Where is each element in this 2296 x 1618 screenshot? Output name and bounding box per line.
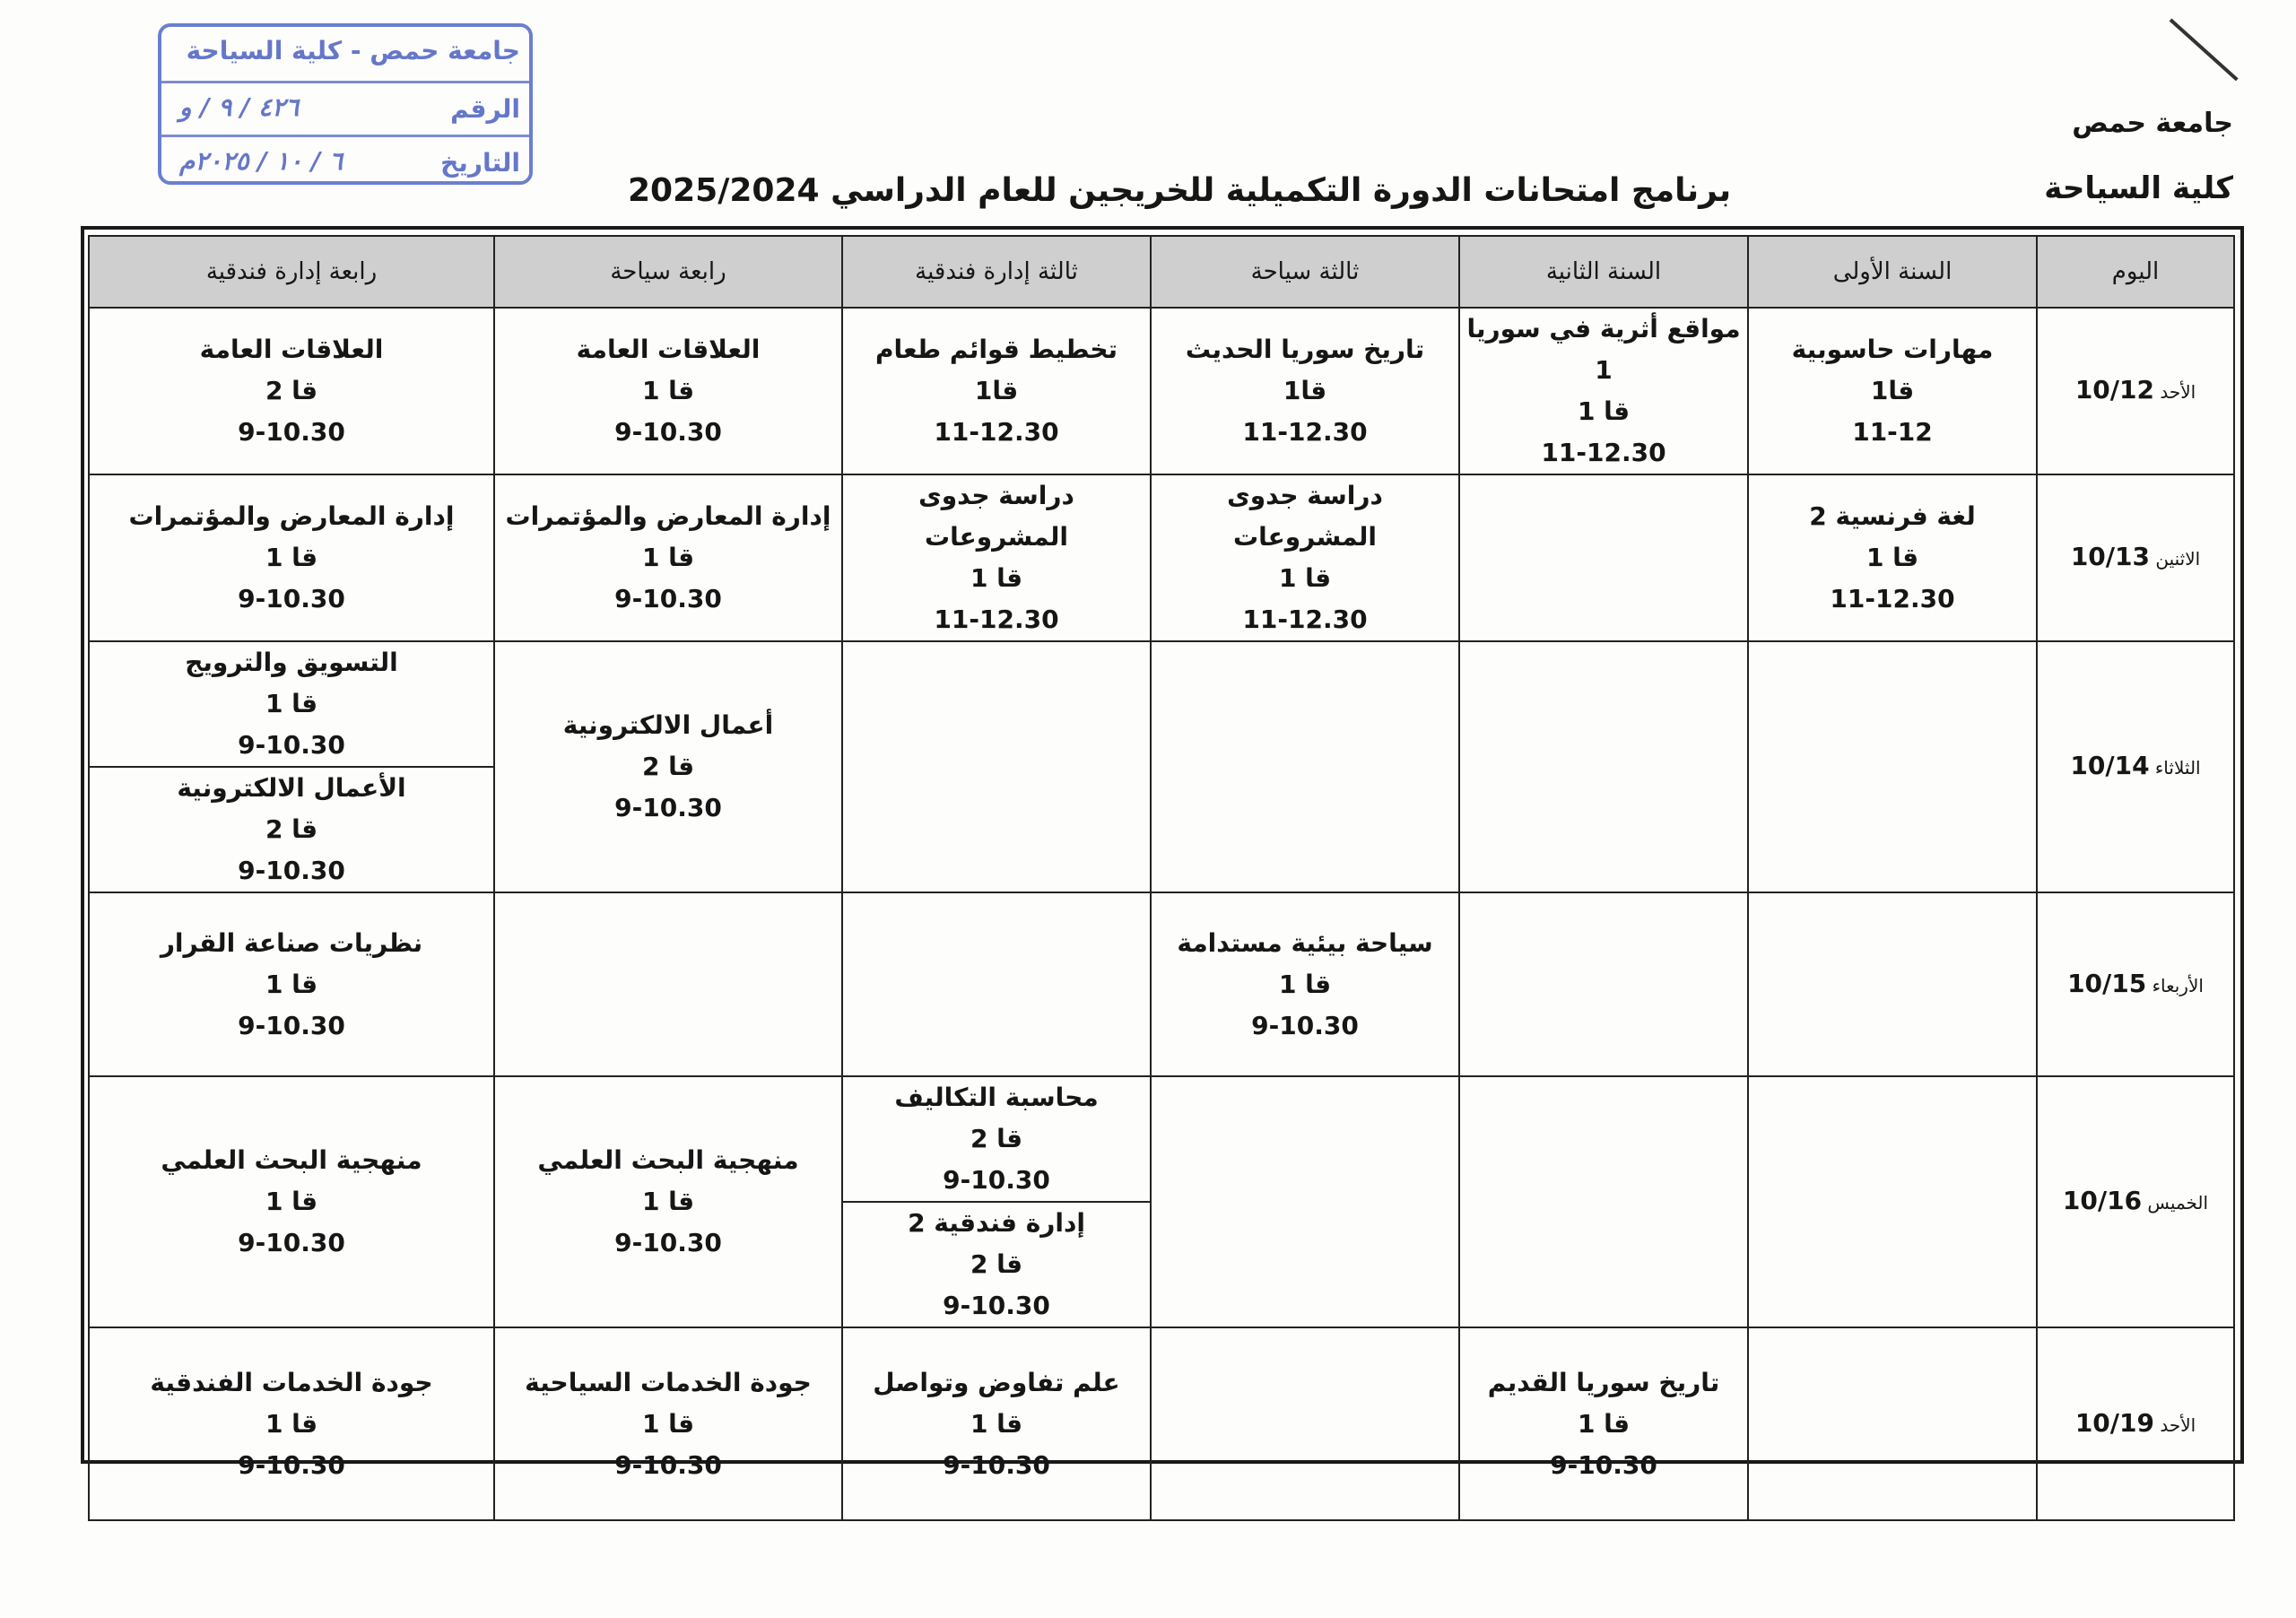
exam-cell bbox=[1459, 892, 1748, 1076]
stamp-institution: جامعة حمص - كلية السياحة bbox=[186, 36, 520, 65]
exam-hall: قا 2 bbox=[265, 376, 318, 405]
exam-cell bbox=[1459, 308, 1748, 474]
exam-hall: قا1 bbox=[974, 376, 1019, 405]
exam-cell bbox=[1151, 892, 1459, 1076]
exam-time: 9-10.30 bbox=[238, 856, 345, 885]
exam-entry bbox=[1460, 309, 1747, 474]
exam-hall: قا1 bbox=[1870, 376, 1915, 405]
day-date: 10/14 bbox=[2070, 751, 2150, 780]
column-header: السنة الأولى bbox=[1748, 236, 2037, 308]
exam-hall: قا 1 bbox=[1577, 1408, 1631, 1439]
exam-time: 9-10.30 bbox=[614, 584, 722, 613]
exam-cell bbox=[1151, 308, 1459, 474]
exam-cell bbox=[89, 1327, 494, 1520]
exam-cell bbox=[494, 641, 842, 892]
exam-subject: التسويق والترويج bbox=[185, 648, 398, 677]
exam-hall: قا 1 bbox=[641, 1187, 695, 1216]
exam-hall: قا 1 bbox=[970, 563, 1023, 593]
exam-hall: قا 1 bbox=[265, 689, 318, 718]
exam-hall: قا 1 bbox=[1278, 969, 1332, 999]
exam-entry bbox=[1749, 329, 2036, 453]
exam-entry bbox=[90, 1140, 493, 1264]
exam-cell bbox=[494, 308, 842, 474]
exam-entry bbox=[495, 1140, 841, 1264]
exam-cell bbox=[842, 1076, 1151, 1327]
exam-subject: العلاقات العامة bbox=[576, 335, 761, 364]
exam-time: 9-10.30 bbox=[943, 1291, 1050, 1320]
exam-time: 11-12.30 bbox=[1242, 605, 1368, 634]
exam-hall: قا 1 bbox=[1278, 563, 1332, 593]
exam-hall: قا 1 bbox=[265, 1408, 318, 1439]
table-row bbox=[89, 1327, 2234, 1520]
stamp-date-value: ٦ / ١٠ / ٢٠٢٥م bbox=[179, 146, 344, 176]
exam-entry bbox=[1152, 329, 1458, 453]
exam-cell bbox=[842, 474, 1151, 641]
faculty-name: كلية السياحة bbox=[2044, 170, 2233, 206]
exam-cell bbox=[89, 641, 494, 892]
exam-hall: قا 2 bbox=[641, 752, 695, 781]
exam-hall: قا 1 bbox=[265, 543, 318, 572]
exam-entry bbox=[843, 1077, 1150, 1201]
exam-cell bbox=[842, 892, 1151, 1076]
day-name: الاثنين bbox=[2155, 548, 2201, 570]
exam-cell bbox=[1748, 474, 2037, 641]
exam-cell bbox=[1459, 1327, 1748, 1520]
stamp-date-label: التاريخ bbox=[440, 148, 520, 178]
exam-time: 9-10.30 bbox=[614, 793, 722, 822]
exam-entry bbox=[843, 475, 1150, 640]
exam-entry bbox=[90, 923, 493, 1047]
exam-subject: علم تفاوض وتواصل bbox=[873, 1367, 1120, 1397]
exam-time: 9-10.30 bbox=[238, 1010, 345, 1040]
column-header: السنة الثانية bbox=[1459, 236, 1748, 308]
exam-entry bbox=[1749, 496, 2036, 620]
exam-cell bbox=[1151, 1076, 1459, 1327]
exam-cell bbox=[1459, 1076, 1748, 1327]
exam-hall: قا 1 bbox=[265, 1187, 318, 1216]
exam-entry bbox=[495, 329, 841, 453]
exam-subject: مهارات حاسوبية bbox=[1791, 335, 1994, 364]
exam-hall: قا 1 bbox=[641, 1408, 695, 1439]
exam-cell bbox=[1748, 892, 2037, 1076]
exam-subject: إدارة فندقية 2 bbox=[908, 1208, 1085, 1238]
exam-entry bbox=[843, 329, 1150, 453]
exam-cell bbox=[494, 892, 842, 1076]
table-row bbox=[89, 1076, 2234, 1327]
exam-cell bbox=[1459, 474, 1748, 641]
exam-entry bbox=[843, 1201, 1150, 1327]
day-name: الأحد bbox=[2160, 381, 2196, 403]
exam-cell bbox=[842, 308, 1151, 474]
exam-time: 9-10.30 bbox=[1251, 1010, 1359, 1040]
exam-entry bbox=[495, 1362, 841, 1486]
exam-subject: دراسة جدوى المشروعات bbox=[1227, 481, 1383, 552]
exam-time: 9-10.30 bbox=[614, 1449, 722, 1480]
day-date: 10/16 bbox=[2062, 1186, 2143, 1215]
exam-hall: قا 2 bbox=[265, 814, 318, 844]
exam-subject: تاريخ سوريا الحديث bbox=[1185, 335, 1425, 364]
exam-time: 9-10.30 bbox=[943, 1165, 1050, 1195]
stamp-number-value: ٤٢٦ / ٩ / و bbox=[179, 92, 300, 122]
exam-time: 9-10.30 bbox=[238, 1228, 345, 1257]
exam-subject: تخطيط قوائم طعام bbox=[874, 335, 1118, 364]
exam-entry bbox=[90, 1362, 493, 1486]
day-cell bbox=[2037, 1076, 2234, 1327]
day-cell bbox=[2037, 641, 2234, 892]
exam-subject: العلاقات العامة bbox=[199, 335, 384, 364]
exam-cell bbox=[89, 892, 494, 1076]
exam-subject: دراسة جدوى المشروعات bbox=[918, 481, 1074, 552]
exam-entry bbox=[1152, 923, 1458, 1047]
exam-cell bbox=[842, 1327, 1151, 1520]
day-date: 10/13 bbox=[2070, 542, 2150, 571]
exam-subject: نظريات صناعة القرار bbox=[160, 927, 423, 958]
exam-subject: منهجية البحث العلمي bbox=[161, 1145, 422, 1175]
exam-cell bbox=[494, 474, 842, 641]
exam-schedule-table bbox=[81, 226, 2244, 1480]
column-header: رابعة سياحة bbox=[494, 236, 842, 308]
exam-time: 11-12.30 bbox=[934, 417, 1059, 447]
exam-cell bbox=[1748, 641, 2037, 892]
exam-cell bbox=[1459, 641, 1748, 892]
table-row bbox=[89, 308, 2234, 474]
day-name: الأربعاء bbox=[2152, 974, 2204, 996]
exam-time: 9-10.30 bbox=[614, 1228, 722, 1257]
exam-time: 11-12.30 bbox=[1242, 417, 1368, 447]
exam-cell bbox=[1151, 474, 1459, 641]
exam-time: 11-12 bbox=[1852, 417, 1933, 447]
exam-cell bbox=[89, 1076, 494, 1327]
day-name: الأحد bbox=[2160, 1414, 2196, 1436]
day-date: 10/19 bbox=[2074, 1407, 2154, 1438]
exam-entry bbox=[495, 496, 841, 620]
table-row bbox=[89, 892, 2234, 1076]
column-header: اليوم bbox=[2037, 236, 2234, 308]
exam-hall: قا 2 bbox=[970, 1124, 1023, 1153]
exam-cell bbox=[89, 308, 494, 474]
exam-subject: جودة الخدمات السياحية bbox=[525, 1367, 812, 1397]
exam-time: 9-10.30 bbox=[238, 1449, 345, 1480]
day-cell bbox=[2037, 892, 2234, 1076]
exam-hall: قا 2 bbox=[970, 1249, 1023, 1279]
exam-entry bbox=[1460, 1362, 1747, 1486]
exam-subject: منهجية البحث العلمي bbox=[537, 1145, 799, 1175]
day-date: 10/12 bbox=[2074, 375, 2154, 404]
day-date: 10/15 bbox=[2067, 968, 2147, 998]
schedule-title: برنامج امتحانات الدورة التكميلية للخريجين للعام الدراسي 2025/2024 bbox=[628, 172, 1732, 209]
exam-subject: إدارة المعارض والمؤتمرات bbox=[128, 501, 455, 531]
exam-entry bbox=[90, 329, 493, 453]
exam-hall: قا1 bbox=[1283, 376, 1327, 405]
exam-entry bbox=[90, 496, 493, 620]
exam-time: 11-12.30 bbox=[1830, 584, 1955, 613]
exam-hall: قا 1 bbox=[1577, 396, 1631, 426]
exam-hall: قا 1 bbox=[641, 543, 695, 572]
pen-mark bbox=[2170, 19, 2239, 82]
exam-time: 9-10.30 bbox=[943, 1449, 1050, 1480]
exam-cell bbox=[89, 474, 494, 641]
exam-entry bbox=[90, 766, 493, 892]
exam-hall: قا 1 bbox=[641, 376, 695, 405]
exam-hall: قا 1 bbox=[970, 1408, 1023, 1439]
exam-subject: أعمال الالكترونية bbox=[562, 710, 774, 740]
day-cell bbox=[2037, 308, 2234, 474]
table-header-row bbox=[89, 236, 2234, 308]
exam-subject: محاسبة التكاليف bbox=[894, 1083, 1099, 1112]
day-cell bbox=[2037, 474, 2234, 641]
day-cell bbox=[2037, 1327, 2234, 1520]
exam-time: 9-10.30 bbox=[238, 584, 345, 613]
exam-subject: الأعمال الالكترونية bbox=[177, 773, 406, 803]
exam-entry bbox=[1152, 475, 1458, 640]
column-header: رابعة إدارة فندقية bbox=[89, 236, 494, 308]
university-name: جامعة حمص bbox=[2072, 108, 2233, 139]
day-name: الخميس bbox=[2147, 1192, 2209, 1214]
exam-time: 9-10.30 bbox=[238, 730, 345, 760]
column-header: ثالثة إدارة فندقية bbox=[842, 236, 1151, 308]
exam-time: 11-12.30 bbox=[934, 605, 1059, 634]
exam-cell bbox=[1748, 1076, 2037, 1327]
exam-subject: إدارة المعارض والمؤتمرات bbox=[505, 501, 831, 531]
exam-subject: سياحة بيئية مستدامة bbox=[1177, 927, 1433, 958]
table-row bbox=[89, 641, 2234, 892]
exam-entry bbox=[495, 705, 841, 829]
exam-cell bbox=[494, 1076, 842, 1327]
exam-hall: قا 1 bbox=[1866, 543, 1919, 572]
day-name: الثلاثاء bbox=[2154, 757, 2201, 779]
table-row bbox=[89, 474, 2234, 641]
exam-time: 9-10.30 bbox=[614, 417, 722, 447]
exam-time: 9-10.30 bbox=[1550, 1449, 1657, 1480]
exam-hall: قا 1 bbox=[265, 969, 318, 999]
exam-cell bbox=[1151, 1327, 1459, 1520]
exam-subject: تاريخ سوريا القديم bbox=[1487, 1367, 1720, 1397]
column-header: ثالثة سياحة bbox=[1151, 236, 1459, 308]
exam-subject: مواقع أثرية في سوريا 1 bbox=[1466, 314, 1741, 385]
official-stamp bbox=[158, 23, 533, 185]
exam-cell bbox=[1748, 1327, 2037, 1520]
exam-entry bbox=[843, 1362, 1150, 1486]
exam-entry bbox=[90, 642, 493, 766]
stamp-number-label: الرقم bbox=[450, 94, 520, 124]
exam-time: 11-12.30 bbox=[1541, 438, 1666, 467]
exam-subject: جودة الخدمات الفندقية bbox=[150, 1367, 433, 1397]
exam-subject: لغة فرنسية 2 bbox=[1809, 501, 1976, 531]
exam-cell bbox=[1748, 308, 2037, 474]
exam-cell bbox=[494, 1327, 842, 1520]
exam-cell bbox=[842, 641, 1151, 892]
exam-cell bbox=[1151, 641, 1459, 892]
exam-time: 9-10.30 bbox=[238, 417, 345, 447]
